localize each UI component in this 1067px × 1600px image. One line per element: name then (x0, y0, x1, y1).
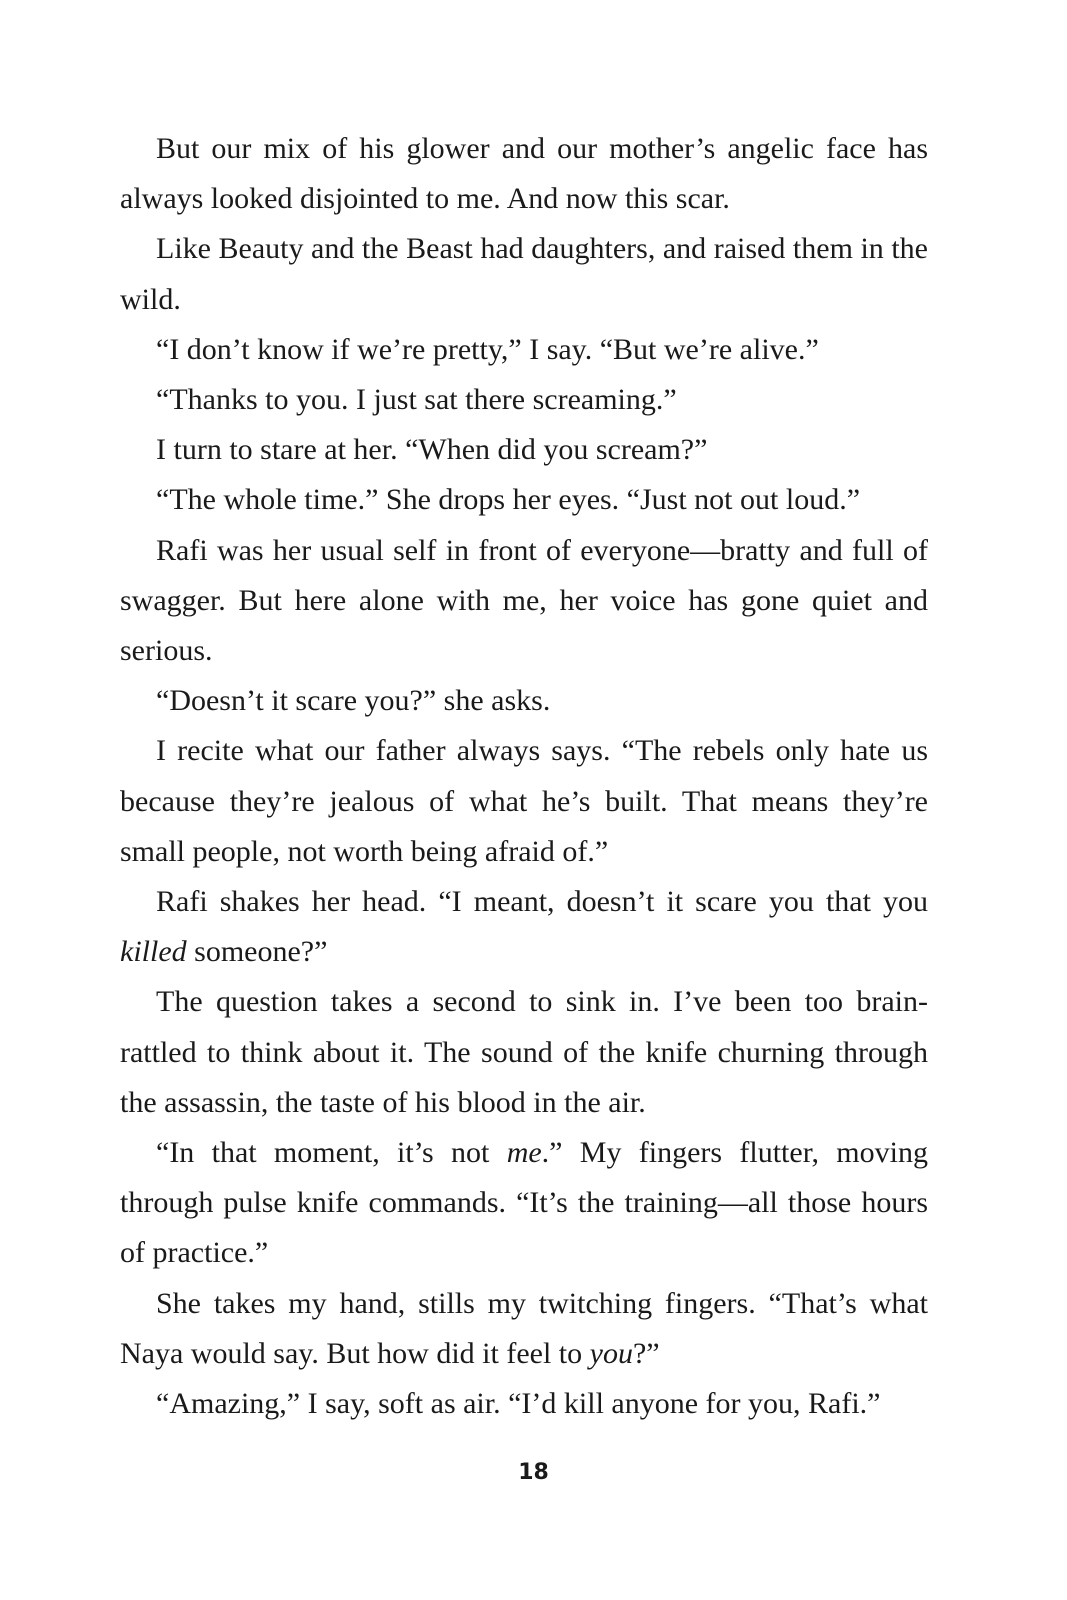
paragraph: “Amazing,” I say, soft as air. “I’d kill anyone for you, Rafi.” (156, 1387, 881, 1421)
paragraph: “In that moment, it’s not me.” My fingers flutter, moving through pulse knife commands. “It’s the training—all those hours of practice.” (120, 1136, 928, 1270)
paragraph: I turn to stare at her. “When did you scream?” (156, 433, 708, 467)
paragraph: Rafi shakes her head. “I meant, doesn’t it scare you that you killed someone?” (120, 885, 928, 969)
italic-emphasis: you (589, 1336, 633, 1370)
paragraph: “The whole time.” She drops her eyes. “Just not out loud.” (156, 483, 861, 517)
paragraph: “I don’t know if we’re pretty,” I say. “But we’re alive.” (156, 332, 819, 366)
page-number: 18 (518, 1460, 549, 1485)
paragraph: But our mix of his glower and our mother’s angelic face has always looked disjointed to me. And now this scar. (120, 132, 928, 216)
paragraph: Like Beauty and the Beast had daughters, and raised them in the wild. (120, 232, 928, 316)
paragraph: The question takes a second to sink in. I’ve been too brain-rattled to think about it. The sound of the knife churning through the assassin, the taste of his blood in the air. (120, 985, 928, 1119)
body-text (120, 124, 928, 1429)
paragraph: “Doesn’t it scare you?” she asks. (156, 684, 551, 718)
italic-emphasis: me (506, 1136, 542, 1170)
paragraph: She takes my hand, stills my twitching fingers. “That’s what Naya would say. But how did it feel to you?” (120, 1286, 928, 1370)
paragraph: “Thanks to you. I just sat there screaming.” (156, 383, 677, 417)
paragraph: Rafi was her usual self in front of everyone—bratty and full of swagger. But here alone with me, her voice has gone quiet and serious. (120, 533, 928, 668)
italic-emphasis: killed (120, 935, 187, 969)
paragraph: I recite what our father always says. “The rebels only hate us because they’re jealous of what he’s built. That means they’re small people, not worth being afraid of.” (120, 734, 928, 868)
